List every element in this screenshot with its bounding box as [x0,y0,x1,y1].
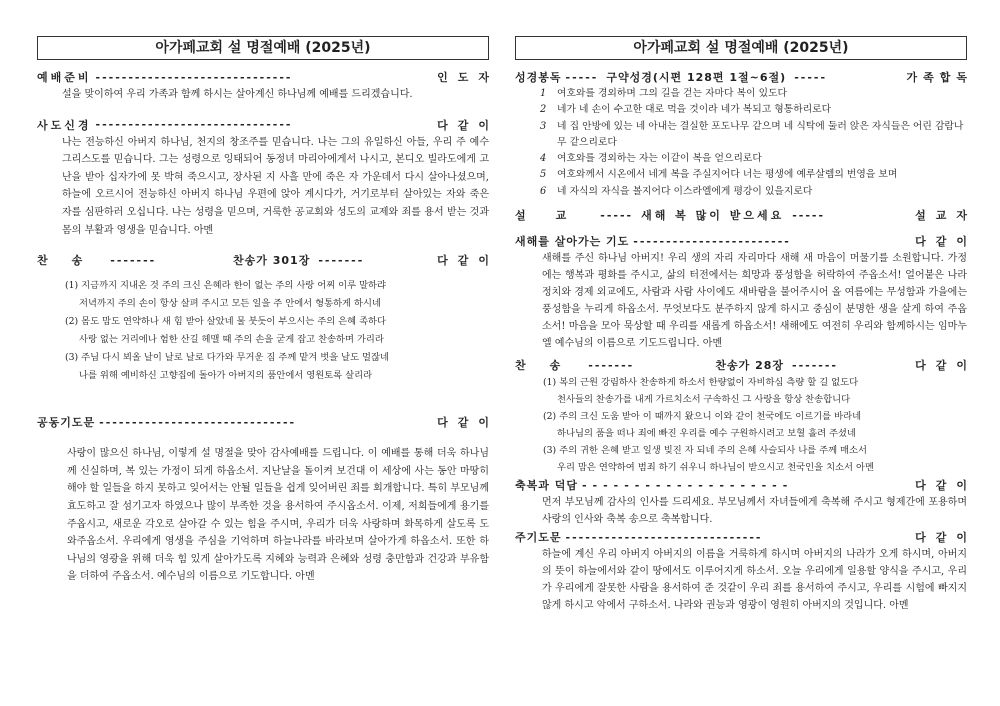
scripture-reference: 구약성경(시편 128편 1절~6절) [606,71,787,84]
verse-number: 4 [540,153,547,165]
dash-leader: ------------------------------ [99,415,297,429]
hymn-number: 찬송가 28장 [715,359,785,373]
verse-text: 네가 네 손이 수고한 대로 먹을 것이라 네가 복되고 형통하리로다 [557,104,832,116]
section-title: 공동기도문 [37,416,96,430]
section-responsible: 다같이 [915,479,977,493]
dash-leader: ------------------------------ [95,118,293,132]
dash-leader: ------------------------ [633,234,791,248]
verse-item [540,119,967,152]
worship-prep-text: 설을 맞이하여 우리 가족과 함께 하시는 살아계신 하나님께 예배를 드리겠습니다. [62,89,413,100]
apostles-creed-text: 나는 전능하신 아버지 하나님, 천지의 창조주를 믿습니다. 나는 그의 유일하신 아들, 우리 주 예수 그리스도를 믿습니다. 그는 성령으로 잉태되어 동정녀 마리아에게서 나시고, 본디오 빌라도에게 고난을 받아 십자가에 못 박혀 죽으시고, 장사된 지 사흘 만에 죽은 자 가운데서 다시 살아나셨으며, 하늘에 오르시어 전능하신 아버지 하나님 우편에 앉아 계시다가, 거기로부터 살아있는 자와 죽은 자를 심판하러 오십니다. 나는 성령을 믿으며, 거룩한 공교회와 성도의 교제와 죄를 용서 받는 것과 몸의 부활과 영생을 믿습니다. 아멘 [62,136,489,236]
page-title: 아가페교회 설 명절예배 (2025년) [515,36,967,60]
section-responsible: 설교자 [915,209,977,223]
new-year-prayer-text: 새해를 주신 하나님 아버지! 우리 생의 자리 자리마다 새해 새 마음이 머물기를 소원합니다. 가정에는 행복과 평화를 주시고, 삶의 터전에서는 희망과 풍성함을 허락하여 주옵소서! 얼어붙은 나라 정치와 경제 외교에도, 사람과 사람 사이에도 새바람을 불어주시어 올 여름에는 무성함과 가을에는 풍성함을 누리게 하옵소서. 무엇보다도 분주하지 않게 하시고 중심이 분명한 생을 살게 하여 주옵소서! 마음을 모아 묵상할 때 우리를 새롭게 하옵소서! 새해에도 여전히 우리와 함께하시는 임마누엘 예수님의 이름으로 기도드립니다. 아멘 [542,253,967,350]
common-prayer-text: 사랑이 많으신 하나님, 이렇게 설 명절을 맞아 감사예배를 드립니다. 이 예배를 통해 더욱 하나님께 신실하며, 복 있는 가정이 되게 하옵소서. 지난날을 돌이켜 보건대 이 세상에 사는 동안 마땅히 해야 할 일들을 하지 못하고 잊어서는 안될 일들을 쉽게 잊어버린 죄를 회개합니다. 특히 부모님께 효도하고 잘 섬기고자 하였으나 많이 부족한 것을 용서하여 주시옵소서. 이제, 저희들에게 용기를 주옵시고, 새로운 각오로 살아갈 수 있는 힘을 주시며, 우리가 더욱 사랑하며 화목하게 살도록 도와주옵소서. 우리에게 영생을 주심을 기억하며 하늘나라를 바라보며 살아가게 하옵소서. 또한 하나님의 영광을 위해 더욱 힘 있게 살아가도록 지혜와 능력과 은혜와 성령 충만함과 건강과 부유함을 더하여 주옵소서. 예수님의 이름으로 기도합니다. 아멘 [67,448,489,583]
section-title: 예배준비 [37,71,92,84]
hymn-line: (2) 주의 크신 도움 받아 이 때까지 왔으니 이와 같이 천국에도 이르기를 바라네 [543,411,862,423]
section-header-hymn-301 [37,251,500,269]
verse-text: 여호와께서 시온에서 네게 복을 주실지어다 너는 평생에 예루살렘의 번영을 보며 [557,169,898,181]
section-title: 축복과 덕담 [515,479,578,493]
section-title: 찬송 [515,359,585,373]
verse-text: 여호와를 경외하며 그의 길을 걷는 자마다 복이 있도다 [557,88,788,99]
section-title: 설교 [515,209,597,223]
verse-text: 네 자식의 자식을 볼지어다 이스라엘에게 평강이 있을지로다 [557,185,813,197]
dash-leader: -------------------- [581,478,794,492]
section-responsible: 다같이 [915,531,977,545]
section-responsible: 다같이 [915,359,977,373]
section-responsible: 다같이 [437,416,499,430]
dash-leader: ----- [565,70,599,84]
section-title: 주기도문 [515,531,562,545]
hymn-301-lyrics [37,277,489,385]
hymn-number: 찬송가 301장 [233,254,311,268]
sermon-title: 새해 복 많이 받으세요 [641,209,785,223]
verse-number: 5 [540,169,547,181]
hymn-line: (3) 주님 다시 뵈올 날이 날로 날로 다가와 무거운 짐 주께 맡겨 벗을 날도 멀잖네 [65,352,389,364]
section-header-new-year-prayer [515,232,977,250]
verse-text: 여호와를 경외하는 자는 이같이 복을 얻으리로다 [557,153,762,165]
section-header-scripture-reading [515,68,973,86]
dash-leader: ----- [600,208,634,222]
verse-item [540,86,967,102]
dash-leader: ------- [318,253,365,267]
right-column [515,36,977,614]
dash-leader: ------- [110,253,157,267]
section-responsible: 다같이 [437,254,500,268]
section-title: 성경봉독 [515,71,562,84]
verse-item [540,151,967,167]
section-title: 사도신경 [37,118,92,132]
lords-prayer-text: 하늘에 계신 우리 아버지 아버지의 이름을 거룩하게 하시며 아버지의 나라가 오게 하시며, 아버지의 뜻이 하늘에서와 같이 땅에서도 이루어지게 하소서. 오늘 우리에게 일용할 양식을 주시고, 우리가 우리에게 잘못한 사람을 용서하여 준 것같이 우리 죄를 용서하여 주시고, 우리를 시험에 빠지지 않게 하시고 악에서 구하소서. 나라와 권능과 영광이 영원히 아버지의 것입니다. 아멘 [542,549,967,612]
section-header-apostles-creed [37,116,499,134]
blessing-text: 먼저 부모님께 감사의 인사를 드리세요. 부모님께서 자녀들에게 축복해 주시고 형제간에 포용하며 사랑의 인사와 축복 송으로 축복합니다. [542,497,967,526]
section-title: 새해를 살아가는 기도 [515,235,630,249]
dash-leader: ------- [792,358,838,372]
psalm-128-verses [515,86,967,200]
dash-leader: ----- [794,70,828,84]
section-header-lords-prayer [515,528,977,546]
section-title: 찬송 [37,254,107,268]
hymn-line: 저녁까지 주의 손이 항상 살펴 주시고 모든 일을 주 안에서 형통하게 하시네 [79,298,381,310]
dash-leader: ------------------------------ [565,530,763,544]
hymn-line: 천사들의 찬송가를 내게 가르치소서 구속하신 그 사랑을 항상 찬송합니다 [557,394,851,406]
verse-number: 6 [540,185,547,197]
dash-leader: ------- [588,358,635,372]
verse-number: 3 [540,120,547,132]
verse-number: 2 [540,104,547,116]
hymn-line: (2) 몸도 맘도 연약하나 새 힘 받아 살았네 물 붓듯이 부으시는 주의 은혜 족하다 [65,316,387,328]
verse-text: 네 집 안방에 있는 네 아내는 결실한 포도나무 같으며 네 식탁에 둘러 앉은 자식들은 어린 감람나무 같으리로다 [557,120,964,148]
section-header-common-prayer [37,413,499,431]
verse-number: 1 [540,88,547,99]
hymn-line: 나를 위해 예비하신 고향집에 돌아가 아버지의 품안에서 영원토록 살리라 [79,370,373,382]
hymn-line: 하나님의 품을 떠나 죄에 빠진 우리를 예수 구원하시려고 보혈 흘려 주셨네 [557,428,856,440]
hymn-line: (3) 주의 귀한 은혜 받고 일생 빚진 자 되네 주의 은혜 사슬되사 나를 주께 매소서 [543,445,867,457]
hymn-line: 사랑 없는 거리에나 험한 산길 헤맬 때 주의 손을 굳게 잡고 찬송하며 가리라 [79,334,384,346]
section-responsible: 인도자 [437,71,499,84]
hymn-line: (1) 복의 근원 강림하사 찬송하게 하소서 한량없이 자비하심 측량 할 길 없도다 [543,377,859,389]
section-responsible: 가족합독 [906,71,973,84]
left-column [37,36,500,586]
verse-item [540,184,967,200]
dash-leader: ----- [792,208,826,222]
section-header-sermon [515,206,977,224]
section-responsible: 다같이 [915,235,977,249]
section-header-worship-prep [37,68,499,86]
hymn-28-lyrics [515,374,967,476]
page-title: 아가페교회 설 명절예배 (2025년) [37,36,489,60]
section-header-hymn-28 [515,356,977,374]
hymn-line: (1) 지금까지 지내온 것 주의 크신 은혜라 한이 없는 주의 사랑 어찌 이루 말하랴 [65,280,387,292]
hymn-line: 우리 맘은 연약하여 범죄 하기 쉬우니 하나님이 받으시고 천국인을 치소서 아멘 [557,462,874,474]
verse-item [540,167,967,183]
section-responsible: 다같이 [437,118,499,132]
dash-leader: ------------------------------ [95,70,293,84]
section-header-blessing [515,476,977,494]
verse-item [540,102,967,118]
